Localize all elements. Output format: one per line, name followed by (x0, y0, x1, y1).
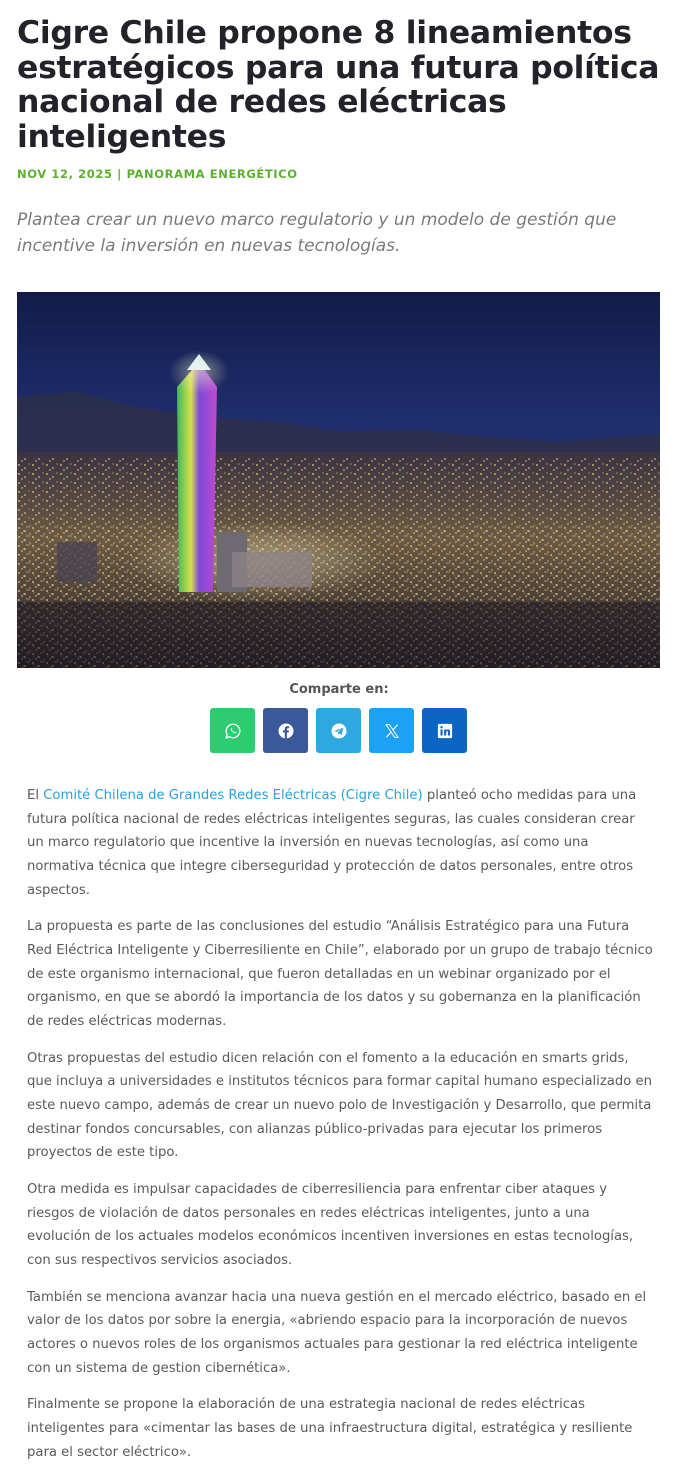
article-title: Cigre Chile propone 8 lineamientos estratégicos para una futura política nacional de redes eléctricas inteligentes (17, 15, 660, 155)
night-city-skyline-image (17, 292, 660, 668)
share-linkedin-button[interactable] (422, 708, 467, 753)
cigre-chile-link[interactable]: Comité Chilena de Grandes Redes Eléctricas (Cigre Chile) (43, 788, 423, 803)
share-whatsapp-button[interactable] (210, 708, 255, 753)
paragraph-6: Finalmente se propone la elaboración de una estrategia nacional de redes eléctricas inteligentes para «cimentar las bases de una infraestructura digital, estratégica y resiliente para el sector eléctrico». (27, 1397, 633, 1460)
hero-image (17, 292, 660, 668)
article-body (27, 784, 655, 1477)
paragraph-5: También se menciona avanzar hacia una nueva gestión en el mercado eléctrico, basado en el valor de los datos por sobre la energia, «abriendo espacio para la incorporación de nuevos actores o nuevos roles de los organismos actuales para gestionar la red eléctrica inteligente con un sistema de gestion cibernética». (27, 1289, 647, 1376)
share-telegram-button[interactable] (316, 708, 361, 753)
article-subtitle: Plantea crear un nuevo marco regulatorio y un modelo de gestión que incentive la inversión en nuevas tecnologías. (17, 210, 617, 256)
paragraph-1: El Comité Chilena de Grandes Redes Eléctricas (Cigre Chile) planteó ocho medidas para una futura política nacional de redes eléctricas inteligentes seguras, las cuales consideran crear un marco regulatorio que incentive la inversión en nuevas tecnologías, así como una normativa técnica que integre ciberseguridad y protección de datos personales, entre otros aspectos. (27, 788, 637, 898)
facebook-icon (277, 722, 295, 740)
paragraph-3: Otras propuestas del estudio dicen relación con el fomento a la educación en smarts grids, que incluya a universidades e institutos técnicos para formar capital humano especializado en este nuevo campo, además de crear un nuevo polo de Investigación y Desarrollo, que permita destinar fondos concursables, con alianzas público-privadas para ejecutar los primeros proyectos de este tipo. (27, 1050, 652, 1161)
linkedin-icon (436, 722, 454, 740)
whatsapp-icon (224, 722, 242, 740)
share-facebook-button[interactable] (263, 708, 308, 753)
paragraph-4: Otra medida es impulsar capacidades de ciberresiliencia para enfrentar ciber ataques y riesgos de violación de datos personales en redes eléctricas inteligentes, junto a una evolución de los actuales modelos económicos incentiven inversiones en estas tecnologías, con sus respectivos servicios asociados. (27, 1181, 634, 1269)
x-icon (383, 722, 401, 740)
telegram-icon (330, 722, 348, 740)
share-buttons (210, 708, 467, 753)
paragraph-2: La propuesta es parte de las conclusiones del estudio “Análisis Estratégico para una Futura Red Eléctrica Inteligente y Ciberresiliente en Chile”, elaborado por un grupo de trabajo técnico de este organismo internacional, que fueron detalladas en un webinar organizado por el organismo, en que se abordó la importancia de los datos y su gobernanza en la planificación de redes eléctricas modernas. (27, 919, 653, 1030)
share-label: Comparte en: (289, 682, 389, 697)
share-x-button[interactable] (369, 708, 414, 753)
article-meta[interactable]: NOV 12, 2025 | PANORAMA ENERGÉTICO (17, 167, 298, 181)
